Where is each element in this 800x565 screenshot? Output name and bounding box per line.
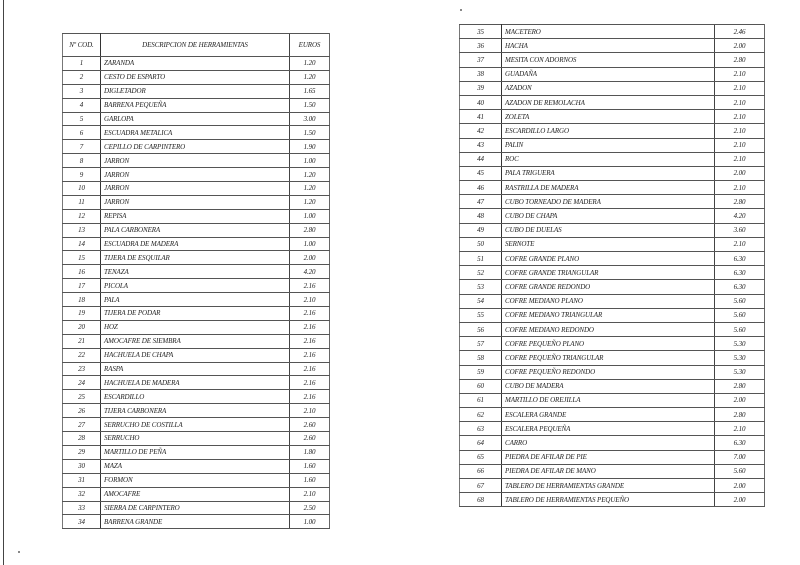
table-row <box>460 408 765 422</box>
row-price: 4.20 <box>715 209 765 223</box>
row-price: 5.30 <box>715 337 765 351</box>
row-code: 57 <box>460 337 502 351</box>
row-description: COFRE GRANDE TRIANGULAR <box>502 266 715 280</box>
table-row <box>460 110 765 124</box>
row-code: 41 <box>460 110 502 124</box>
table-row <box>460 393 765 407</box>
table-row <box>63 223 330 237</box>
row-description: AZADON <box>502 81 715 95</box>
row-price: 1.50 <box>290 126 330 140</box>
table-row <box>460 294 765 308</box>
row-description: MESITA CON ADORNOS <box>502 53 715 67</box>
table-row <box>460 152 765 166</box>
row-description: HACHUELA DE CHAPA <box>101 348 290 362</box>
row-price: 2.10 <box>715 81 765 95</box>
row-price: 2.10 <box>290 487 330 501</box>
table-row <box>63 445 330 459</box>
row-description: CUBO DE CHAPA <box>502 209 715 223</box>
tools-price-table-right <box>459 24 765 507</box>
table-row <box>460 280 765 294</box>
row-code: 37 <box>460 53 502 67</box>
row-code: 30 <box>63 459 101 473</box>
row-code: 16 <box>63 265 101 279</box>
table-row <box>460 493 765 507</box>
row-code: 34 <box>63 515 101 529</box>
row-description: RASTRILLA DE MADERA <box>502 181 715 195</box>
row-description: CUBO DE DUELAS <box>502 223 715 237</box>
row-code: 45 <box>460 166 502 180</box>
row-code: 54 <box>460 294 502 308</box>
row-price: 1.00 <box>290 154 330 168</box>
row-price: 2.16 <box>290 307 330 321</box>
row-description: HACHUELA DE MADERA <box>101 376 290 390</box>
row-price: 1.20 <box>290 182 330 196</box>
row-code: 14 <box>63 237 101 251</box>
row-price: 5.60 <box>715 464 765 478</box>
table-row <box>460 53 765 67</box>
row-code: 53 <box>460 280 502 294</box>
row-price: 2.00 <box>715 493 765 507</box>
row-description: TIJERA CARBONERA <box>101 404 290 418</box>
row-code: 15 <box>63 251 101 265</box>
row-description: RASPA <box>101 362 290 376</box>
row-code: 28 <box>63 432 101 446</box>
row-description: JARRON <box>101 182 290 196</box>
row-description: PALA TRIGUERA <box>502 166 715 180</box>
row-code: 26 <box>63 404 101 418</box>
row-price: 5.30 <box>715 351 765 365</box>
row-price: 1.60 <box>290 473 330 487</box>
row-code: 36 <box>460 39 502 53</box>
row-price: 2.00 <box>715 166 765 180</box>
table-row <box>460 181 765 195</box>
row-code: 18 <box>63 293 101 307</box>
row-description: COFRE MEDIANO PLANO <box>502 294 715 308</box>
table-row <box>460 322 765 336</box>
row-description: PALA CARBONERA <box>101 223 290 237</box>
row-code: 65 <box>460 450 502 464</box>
row-description: COFRE GRANDE REDONDO <box>502 280 715 294</box>
row-description: ROC <box>502 152 715 166</box>
row-price: 5.30 <box>715 365 765 379</box>
row-price: 2.16 <box>290 362 330 376</box>
row-code: 22 <box>63 348 101 362</box>
table-row <box>63 70 330 84</box>
row-description: TABLERO DE HERRAMIENTAS PEQUEÑO <box>502 493 715 507</box>
row-price: 2.10 <box>290 404 330 418</box>
row-code: 31 <box>63 473 101 487</box>
row-code: 32 <box>63 487 101 501</box>
row-code: 27 <box>63 418 101 432</box>
row-description: MARTILLO DE PEÑA <box>101 445 290 459</box>
row-price: 2.10 <box>715 95 765 109</box>
row-code: 64 <box>460 436 502 450</box>
row-price: 1.90 <box>290 140 330 154</box>
row-code: 23 <box>63 362 101 376</box>
row-description: SERRUCHO <box>101 432 290 446</box>
row-code: 10 <box>63 182 101 196</box>
row-code: 1 <box>63 57 101 71</box>
row-code: 13 <box>63 223 101 237</box>
row-price: 6.30 <box>715 266 765 280</box>
table-row <box>460 195 765 209</box>
row-description: CARRO <box>502 436 715 450</box>
row-code: 20 <box>63 320 101 334</box>
table-row <box>63 57 330 71</box>
row-price: 1.20 <box>290 57 330 71</box>
table-row <box>63 209 330 223</box>
table-row <box>460 436 765 450</box>
row-price: 2.00 <box>290 251 330 265</box>
row-description: BARRENA PEQUEÑA <box>101 98 290 112</box>
row-code: 51 <box>460 252 502 266</box>
row-description: ESCALERA GRANDE <box>502 408 715 422</box>
table-row <box>63 98 330 112</box>
row-code: 55 <box>460 308 502 322</box>
row-code: 67 <box>460 479 502 493</box>
row-description: TABLERO DE HERRAMIENTAS GRANDE <box>502 479 715 493</box>
table-row <box>460 337 765 351</box>
row-code: 19 <box>63 307 101 321</box>
table-row <box>63 237 330 251</box>
row-price: 5.60 <box>715 322 765 336</box>
row-price: 2.10 <box>715 181 765 195</box>
row-price: 1.60 <box>290 459 330 473</box>
row-price: 3.60 <box>715 223 765 237</box>
table-row <box>460 209 765 223</box>
row-code: 44 <box>460 152 502 166</box>
row-description: BARRENA GRANDE <box>101 515 290 529</box>
table-row <box>460 450 765 464</box>
row-description: DIGLETADOR <box>101 84 290 98</box>
row-price: 1.00 <box>290 515 330 529</box>
row-description: AZADON DE REMOLACHA <box>502 95 715 109</box>
table-row <box>460 124 765 138</box>
table-row <box>63 362 330 376</box>
row-description: MARTILLO DE OREJILLA <box>502 393 715 407</box>
table-row <box>63 126 330 140</box>
row-price: 2.00 <box>715 39 765 53</box>
table-row <box>63 182 330 196</box>
row-code: 21 <box>63 334 101 348</box>
row-code: 48 <box>460 209 502 223</box>
row-price: 1.00 <box>290 209 330 223</box>
row-price: 2.80 <box>715 195 765 209</box>
table-row <box>63 473 330 487</box>
row-description: ESCARDILLO LARGO <box>502 124 715 138</box>
row-price: 6.30 <box>715 436 765 450</box>
table-row <box>460 166 765 180</box>
row-description: CEPILLO DE CARPINTERO <box>101 140 290 154</box>
row-description: FORMON <box>101 473 290 487</box>
row-code: 59 <box>460 365 502 379</box>
row-description: SERRUCHO DE COSTILLA <box>101 418 290 432</box>
scan-speck <box>18 551 20 553</box>
row-code: 62 <box>460 408 502 422</box>
row-price: 6.30 <box>715 280 765 294</box>
row-price: 2.00 <box>715 479 765 493</box>
table-row <box>63 432 330 446</box>
row-description: AMOCAFRE <box>101 487 290 501</box>
row-price: 7.00 <box>715 450 765 464</box>
table-row <box>63 279 330 293</box>
row-code: 17 <box>63 279 101 293</box>
row-code: 68 <box>460 493 502 507</box>
row-description: GUADAÑA <box>502 67 715 81</box>
scan-speck <box>460 9 462 11</box>
row-description: ESCUADRA DE MADERA <box>101 237 290 251</box>
row-price: 1.20 <box>290 168 330 182</box>
row-description: CUBO TORNEADO DE MADERA <box>502 195 715 209</box>
row-description: HACHA <box>502 39 715 53</box>
header-code: Nº COD. <box>63 34 101 57</box>
row-code: 6 <box>63 126 101 140</box>
table-row <box>460 308 765 322</box>
row-code: 40 <box>460 95 502 109</box>
row-code: 49 <box>460 223 502 237</box>
row-description: PALA <box>101 293 290 307</box>
row-description: TIJERA DE PODAR <box>101 307 290 321</box>
row-code: 24 <box>63 376 101 390</box>
row-price: 2.10 <box>290 293 330 307</box>
row-description: PIEDRA DE AFILAR DE MANO <box>502 464 715 478</box>
row-price: 2.60 <box>290 432 330 446</box>
row-price: 1.20 <box>290 195 330 209</box>
table-header-row <box>63 34 330 57</box>
table-row <box>63 376 330 390</box>
row-code: 39 <box>460 81 502 95</box>
row-description: JARRON <box>101 195 290 209</box>
table-row <box>460 266 765 280</box>
row-price: 2.10 <box>715 152 765 166</box>
table-row <box>63 404 330 418</box>
row-description: COFRE PEQUEÑO TRIANGULAR <box>502 351 715 365</box>
table-row <box>63 112 330 126</box>
row-price: 4.20 <box>290 265 330 279</box>
row-description: JARRON <box>101 168 290 182</box>
row-code: 35 <box>460 25 502 39</box>
table-row <box>63 195 330 209</box>
row-price: 2.16 <box>290 390 330 404</box>
row-price: 2.10 <box>715 67 765 81</box>
row-code: 60 <box>460 379 502 393</box>
row-code: 33 <box>63 501 101 515</box>
row-price: 2.50 <box>290 501 330 515</box>
row-description: AMOCAFRE DE SIEMBRA <box>101 334 290 348</box>
table-row <box>460 252 765 266</box>
row-code: 2 <box>63 70 101 84</box>
row-price: 2.10 <box>715 124 765 138</box>
row-code: 9 <box>63 168 101 182</box>
table-row <box>63 390 330 404</box>
row-code: 58 <box>460 351 502 365</box>
row-description: JARRON <box>101 154 290 168</box>
table-row <box>63 84 330 98</box>
row-price: 2.16 <box>290 348 330 362</box>
row-code: 38 <box>460 67 502 81</box>
row-price: 2.10 <box>715 110 765 124</box>
row-price: 2.80 <box>715 379 765 393</box>
row-description: TIJERA DE ESQUILAR <box>101 251 290 265</box>
table-row <box>460 39 765 53</box>
row-code: 8 <box>63 154 101 168</box>
row-code: 47 <box>460 195 502 209</box>
row-description: ZOLETA <box>502 110 715 124</box>
table-row <box>63 515 330 529</box>
table-row <box>63 140 330 154</box>
row-price: 2.00 <box>715 393 765 407</box>
table-row <box>63 487 330 501</box>
row-price: 2.16 <box>290 376 330 390</box>
row-price: 2.80 <box>290 223 330 237</box>
row-price: 5.60 <box>715 294 765 308</box>
table-row <box>63 265 330 279</box>
row-description: TENAZA <box>101 265 290 279</box>
table-row <box>460 81 765 95</box>
row-description: ESCALERA PEQUEÑA <box>502 422 715 436</box>
table-row <box>460 422 765 436</box>
row-code: 50 <box>460 237 502 251</box>
table-row <box>460 379 765 393</box>
table-row <box>63 320 330 334</box>
row-price: 2.10 <box>715 237 765 251</box>
row-description: CUBO DE MADERA <box>502 379 715 393</box>
row-description: ESCARDILLO <box>101 390 290 404</box>
row-description: PIEDRA DE AFILAR DE PIE <box>502 450 715 464</box>
tools-price-table-left <box>62 33 330 529</box>
row-description: MACETERO <box>502 25 715 39</box>
row-code: 12 <box>63 209 101 223</box>
row-description: COFRE MEDIANO TRIANGULAR <box>502 308 715 322</box>
row-description: COFRE PEQUEÑO REDONDO <box>502 365 715 379</box>
row-description: COFRE MEDIANO REDONDO <box>502 322 715 336</box>
row-description: REPISA <box>101 209 290 223</box>
row-code: 4 <box>63 98 101 112</box>
row-price: 1.00 <box>290 237 330 251</box>
row-description: COFRE PEQUEÑO PLANO <box>502 337 715 351</box>
row-code: 46 <box>460 181 502 195</box>
table-row <box>63 459 330 473</box>
row-price: 1.80 <box>290 445 330 459</box>
table-row <box>460 365 765 379</box>
row-price: 2.80 <box>715 53 765 67</box>
row-code: 66 <box>460 464 502 478</box>
table-row <box>63 307 330 321</box>
table-row <box>63 293 330 307</box>
table-row <box>63 154 330 168</box>
row-description: SIERRA DE CARPINTERO <box>101 501 290 515</box>
row-code: 42 <box>460 124 502 138</box>
row-price: 2.60 <box>290 418 330 432</box>
row-code: 52 <box>460 266 502 280</box>
row-description: ZARANDA <box>101 57 290 71</box>
header-description: DESCRIPCION DE HERRAMIENTAS <box>101 34 290 57</box>
table-row <box>460 351 765 365</box>
row-price: 2.80 <box>715 408 765 422</box>
row-description: ESCUADRA METALICA <box>101 126 290 140</box>
row-code: 61 <box>460 393 502 407</box>
row-code: 5 <box>63 112 101 126</box>
row-price: 1.65 <box>290 84 330 98</box>
table-row <box>460 95 765 109</box>
table-row <box>460 138 765 152</box>
row-price: 2.10 <box>715 422 765 436</box>
table-row <box>460 67 765 81</box>
row-description: CESTO DE ESPARTO <box>101 70 290 84</box>
row-description: PALIN <box>502 138 715 152</box>
row-price: 2.16 <box>290 334 330 348</box>
row-code: 25 <box>63 390 101 404</box>
table-row <box>63 168 330 182</box>
table-row <box>460 464 765 478</box>
row-code: 11 <box>63 195 101 209</box>
table-row <box>63 251 330 265</box>
table-row <box>63 501 330 515</box>
table-row <box>460 25 765 39</box>
row-description: MAZA <box>101 459 290 473</box>
row-description: GARLOPA <box>101 112 290 126</box>
header-price: EUROS <box>290 34 330 57</box>
row-description: COFRE GRANDE PLANO <box>502 252 715 266</box>
row-description: HOZ <box>101 320 290 334</box>
row-price: 1.20 <box>290 70 330 84</box>
row-code: 7 <box>63 140 101 154</box>
row-code: 3 <box>63 84 101 98</box>
table-row <box>63 334 330 348</box>
row-price: 2.16 <box>290 320 330 334</box>
row-price: 1.50 <box>290 98 330 112</box>
table-row <box>460 237 765 251</box>
table-row <box>63 418 330 432</box>
row-code: 43 <box>460 138 502 152</box>
row-code: 56 <box>460 322 502 336</box>
scan-edge-line <box>3 0 4 565</box>
row-code: 63 <box>460 422 502 436</box>
row-price: 2.16 <box>290 279 330 293</box>
row-price: 6.30 <box>715 252 765 266</box>
row-price: 2.46 <box>715 25 765 39</box>
table-row <box>460 223 765 237</box>
row-price: 2.10 <box>715 138 765 152</box>
row-code: 29 <box>63 445 101 459</box>
row-price: 3.00 <box>290 112 330 126</box>
row-description: SERNOTE <box>502 237 715 251</box>
table-row <box>63 348 330 362</box>
table-row <box>460 479 765 493</box>
row-description: PICOLA <box>101 279 290 293</box>
row-price: 5.60 <box>715 308 765 322</box>
